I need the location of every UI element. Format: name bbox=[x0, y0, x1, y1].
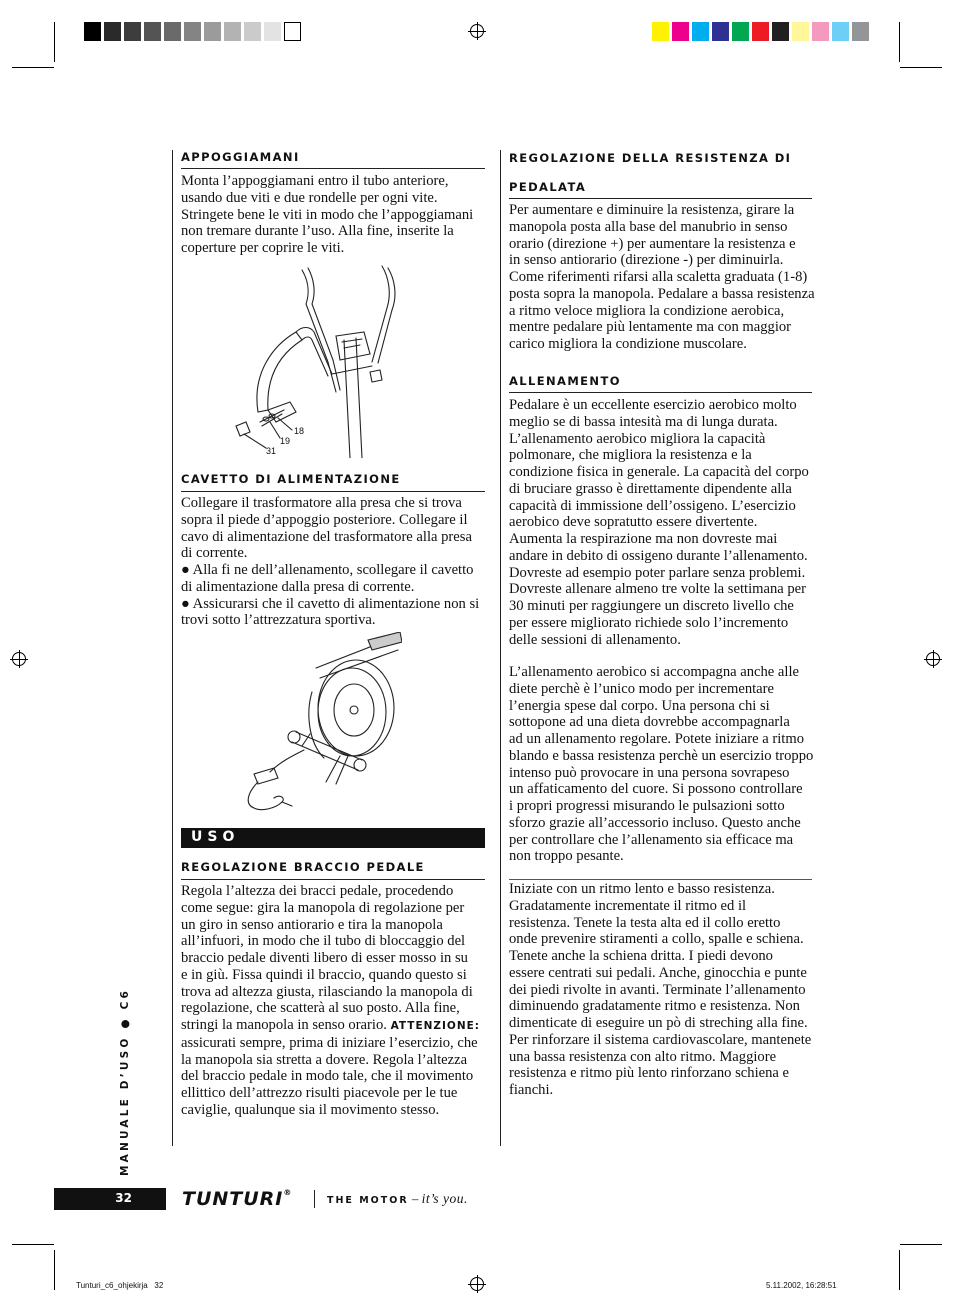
color-swatch bbox=[84, 22, 101, 41]
color-swatch bbox=[812, 22, 829, 41]
text-line: ad un allenamento regolare. Potete iniziare a ritmo bbox=[509, 731, 804, 747]
text-line: Gradatamente incrementate il ritmo ed il bbox=[509, 897, 747, 914]
text-line: Collegare il trasformatore alla presa che si trova bbox=[181, 495, 462, 511]
text-line: L’allenamento aerobico migliora la capacità bbox=[509, 430, 766, 447]
tagline-you: it’s you. bbox=[421, 1191, 468, 1206]
registered-mark: ® bbox=[283, 1188, 293, 1197]
color-swatch bbox=[244, 22, 261, 41]
text-line: ● Assicurarsi che il cavetto di alimentazione non si bbox=[181, 595, 480, 612]
manual-side-label: MANUALE D’USO ● C6 bbox=[119, 987, 131, 1176]
text-line: diminuendo gradatamente ritmo e resistenza. Non bbox=[509, 998, 800, 1015]
page-number-box bbox=[54, 1188, 166, 1210]
text-line: la manopola sia stretta a dovere. Regola l’altezza bbox=[181, 1051, 468, 1068]
text-line: cavo di alimentazione del trasformatore alla presa bbox=[181, 528, 472, 545]
text-line: 30 minuti per raggiungere un discreto livello che bbox=[509, 598, 794, 614]
color-swatch bbox=[144, 22, 161, 41]
text-line: ● Alla fi ne dell’allenamento, scollegare il cavetto bbox=[181, 562, 474, 578]
text-line: manopola posta alla base del manubrio in senso bbox=[509, 218, 788, 235]
uso-title: USO bbox=[191, 829, 240, 845]
color-swatch bbox=[672, 22, 689, 41]
text-line: Per rinforzare il sistema cardiovascolare, mantenete bbox=[509, 1031, 812, 1048]
text-line: di bruciare grasso è direttamente dipendente alla bbox=[509, 480, 792, 497]
color-swatch bbox=[104, 22, 121, 41]
text-line: orario (direzione +) per aumentare la resistenza e bbox=[509, 235, 796, 252]
text-line: un giro in senso antiorario e tira la manopola bbox=[181, 916, 443, 933]
callout-label: 18 bbox=[294, 426, 305, 436]
color-swatch bbox=[852, 22, 869, 41]
section-heading-braccio-pedale: REGOLAZIONE BRACCIO PEDALE bbox=[181, 860, 425, 874]
crop-mark bbox=[900, 67, 942, 68]
cavetto-text bbox=[181, 495, 479, 629]
tagline-dash: – bbox=[408, 1191, 422, 1206]
section-heading-allenamento: ALLENAMENTO bbox=[509, 374, 621, 388]
section-heading-resistenza-line2: PEDALATA bbox=[509, 180, 587, 194]
crop-mark bbox=[899, 1250, 900, 1290]
color-swatch bbox=[692, 22, 709, 41]
heading-rule bbox=[181, 168, 485, 169]
text-line: in senso antiorario (direzione -) per diminuirla. bbox=[509, 252, 784, 269]
text-line: Monta l’appoggiamani entro il tubo anteriore, bbox=[181, 173, 449, 189]
text-line: sopra il piede d’appoggio posteriore. Collegare il bbox=[181, 511, 468, 528]
text-line: diete perchè è l’unico modo per incrementare bbox=[509, 680, 774, 697]
text-line: Stringete bene le viti in modo che l’appoggiamani bbox=[181, 206, 474, 223]
text-line: Iniziate con un ritmo lento e basso resistenza. bbox=[509, 881, 775, 897]
text-line: non troppo pesante. bbox=[509, 848, 624, 865]
text-line: sforzo grazie all’accessorio incluso. Questo anche bbox=[509, 814, 801, 831]
registration-mark-icon bbox=[926, 652, 940, 666]
crop-mark bbox=[899, 22, 900, 62]
text-line: Regola l’altezza dei bracci pedale, procedendo bbox=[181, 883, 454, 899]
color-swatch bbox=[712, 22, 729, 41]
text-line: capacità di immissione dell’ossigeno. L’esercizio bbox=[509, 497, 796, 514]
color-swatch bbox=[652, 22, 669, 41]
color-swatch bbox=[792, 22, 809, 41]
color-swatch bbox=[732, 22, 749, 41]
text-line: ellittico dell’attrezzo risulti piacevole per le tue bbox=[181, 1085, 458, 1101]
section-heading-cavetto: CAVETTO DI ALIMENTAZIONE bbox=[181, 472, 401, 486]
text-line: Aumenta la respirazione ma non dovreste mai bbox=[509, 531, 778, 547]
attenzione-label: ATTENZIONE: bbox=[390, 1020, 481, 1032]
text-line: Per aumentare e diminuire la resistenza, girare la bbox=[509, 202, 795, 218]
text-line: fianchi. bbox=[509, 1082, 554, 1098]
text-line: trovi sotto l’attrezzatura sportiva. bbox=[181, 612, 376, 629]
text-line: dimenticate di eseguire un pò di streching alla fine. bbox=[509, 1015, 808, 1031]
color-swatch bbox=[752, 22, 769, 41]
text-line: l’energia spese dal corpo. Una persona chi si bbox=[509, 697, 770, 714]
callout-label: 19 bbox=[280, 436, 291, 446]
text-line: Dovreste ad esempio poter parlare senza problemi. bbox=[509, 564, 806, 581]
text-line: di alimentazione dalla presa di corrente. bbox=[181, 578, 415, 595]
registration-mark-icon bbox=[12, 652, 26, 666]
text-line: regolazione, che scatterà al suo posto. Alla fine, bbox=[181, 1000, 460, 1017]
allenamento-text-3 bbox=[509, 881, 811, 1099]
text-line: Tenete anche la schiena dritta. I piedi devono bbox=[509, 948, 773, 964]
text-line: assicurati sempre, prima di iniziare l’esercizio, che bbox=[181, 1034, 478, 1051]
braccio-pedale-text bbox=[181, 883, 480, 1119]
text-line: intenso può provocare in una persona sovrapeso bbox=[509, 764, 790, 781]
appoggiamani-text bbox=[181, 173, 473, 257]
brand-logo bbox=[182, 1188, 292, 1210]
text-line: coperture per coprire le viti. bbox=[181, 240, 345, 256]
crop-mark bbox=[54, 1250, 55, 1290]
paragraph-rule bbox=[509, 879, 812, 880]
text-line: resistenza. Tenete la testa alta ed il collo eretto bbox=[509, 914, 781, 931]
column-divider bbox=[500, 150, 501, 1146]
crop-mark bbox=[12, 1244, 54, 1245]
text-line: trova ad altezza giusta, rilasciando la manopola di bbox=[181, 983, 473, 1000]
text-line: una bassa resistenza con alto ritmo. Maggiore bbox=[509, 1048, 777, 1065]
text-line: non tremare durante l’uso. Alla fine, inserite la bbox=[181, 223, 454, 240]
heading-rule bbox=[509, 198, 812, 199]
text-line: posta sopra la manopola. Pedalare a bassa resistenza bbox=[509, 285, 815, 302]
text-line: polmonare, che migliora la resistenza e la bbox=[509, 447, 752, 464]
text-line: Dovreste allenare almeno tre volte la settimana per bbox=[509, 581, 807, 598]
color-swatch bbox=[264, 22, 281, 41]
text-line: resistenza e ritmo più lento rinforzano schiena e bbox=[509, 1065, 790, 1082]
text-line: condizione fisica in generale. La capacità del corpo bbox=[509, 464, 809, 480]
crop-mark bbox=[12, 67, 54, 68]
callout-label: 31 bbox=[266, 446, 277, 456]
print-file-name: Tunturi_c6_ohjekirja 32 bbox=[76, 1281, 164, 1290]
text-line: e in giù. Fissa quindi il braccio, quando questo si bbox=[181, 966, 467, 983]
allenamento-text-1 bbox=[509, 397, 809, 648]
column-divider bbox=[172, 150, 173, 1146]
registration-mark-icon bbox=[470, 24, 484, 38]
tagline-motor: THE MOTOR bbox=[327, 1195, 409, 1206]
text-line: a ritmo veloce migliora la condizione aerobica, bbox=[509, 302, 785, 319]
allenamento-text-2 bbox=[509, 664, 813, 865]
text-line bbox=[181, 1017, 480, 1035]
text-span: stringi la manopola in senso orario. bbox=[181, 1017, 387, 1033]
resistenza-text bbox=[509, 202, 815, 353]
logo-divider bbox=[314, 1190, 315, 1208]
text-line: come segue: gira la manopola di regolazione per bbox=[181, 899, 465, 916]
text-line: aerobico deve sopratutto essere divertente. bbox=[509, 514, 758, 531]
text-line: dei piedi rivolte in avanti. Terminate l’allenamento bbox=[509, 981, 806, 998]
section-heading-resistenza: REGOLAZIONE DELLA RESISTENZA DI bbox=[509, 151, 792, 165]
text-line: onde prevenire stiramenti a collo, spalle e schiena. bbox=[509, 931, 804, 948]
power-adapter-figure bbox=[240, 632, 402, 816]
section-heading-appoggiamani: APPOGGIAMANI bbox=[181, 150, 300, 164]
text-line: essere centrati sui pedali. Anche, ginocchia e punte bbox=[509, 964, 807, 981]
text-line: andare in debito di ossigeno durante l’allenamento. bbox=[509, 547, 808, 564]
text-line: Come riferimenti rifarsi alla scaletta graduata (1-8) bbox=[509, 269, 808, 285]
uso-section-bar bbox=[181, 828, 485, 848]
text-line: blando e bassa resistenza perchè un esercizio troppo bbox=[509, 747, 814, 764]
registration-mark-icon bbox=[470, 1277, 484, 1291]
color-swatch bbox=[284, 22, 301, 41]
text-line: usando due viti e due rondelle per ogni vite. bbox=[181, 189, 438, 206]
crop-mark bbox=[900, 1244, 942, 1245]
color-swatch bbox=[124, 22, 141, 41]
color-swatch bbox=[164, 22, 181, 41]
text-line: per essere migliorato richiede solo l’incremento bbox=[509, 614, 789, 631]
brand-name: TUNTURI bbox=[182, 1188, 284, 1210]
text-line: braccio pedale diventi libero di esser mosso in su bbox=[181, 950, 468, 966]
color-swatch bbox=[772, 22, 789, 41]
text-line: del braccio pedale in modo tale, che il movimento bbox=[181, 1068, 474, 1085]
page-number: 32 bbox=[115, 1191, 132, 1205]
text-line: mentre pedalare più lentamente ma con maggior bbox=[509, 319, 792, 336]
heading-rule bbox=[181, 879, 485, 880]
tagline bbox=[327, 1191, 468, 1207]
text-line: meglio se di bassa intesità ma di lunga durata. bbox=[509, 413, 778, 430]
color-swatch bbox=[224, 22, 241, 41]
text-line: i propri progressi misurando le pulsazioni sotto bbox=[509, 798, 785, 814]
color-swatch bbox=[204, 22, 221, 41]
text-line: L’allenamento aerobico si accompagna anche alle bbox=[509, 664, 799, 680]
text-line: per controllare che l’allenamento sia efficace ma bbox=[509, 831, 794, 848]
handlebar-assembly-figure bbox=[232, 262, 402, 458]
heading-rule bbox=[181, 491, 485, 492]
color-swatch bbox=[832, 22, 849, 41]
text-line: un affaticamento del cuore. Si possono controllare bbox=[509, 781, 803, 798]
text-line: Pedalare è un eccellente esercizio aerobico molto bbox=[509, 397, 797, 413]
text-line: all’infuori, in modo che il tubo di bloccaggio del bbox=[181, 933, 466, 950]
text-line: caviglie, qualunque sia il movimento stesso. bbox=[181, 1101, 440, 1118]
text-line: delle sessioni di allenamento. bbox=[509, 631, 681, 648]
heading-rule bbox=[509, 392, 812, 393]
text-line: carico migliora la condizione muscolare. bbox=[509, 336, 747, 352]
print-timestamp: 5.11.2002, 16:28:51 bbox=[766, 1281, 837, 1290]
text-line: di corrente. bbox=[181, 545, 248, 562]
color-swatch bbox=[184, 22, 201, 41]
text-line: sottopone ad una dieta dovrebbe accompagnarla bbox=[509, 714, 790, 731]
crop-mark bbox=[54, 22, 55, 62]
